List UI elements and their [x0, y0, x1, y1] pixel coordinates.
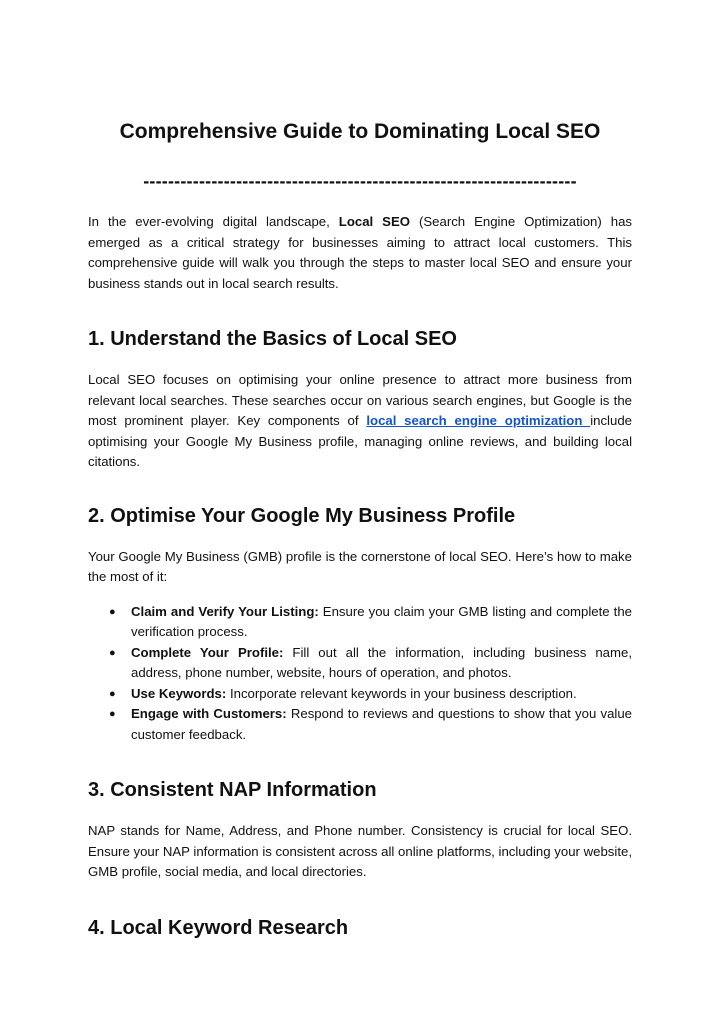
bullet-icon: ● — [109, 605, 116, 618]
section-3-paragraph: NAP stands for Name, Address, and Phone number. Consistency is crucial for local SEO. Ensure your NAP information is consistent across all online platforms, including your website, GMB profile, social media, and local directories. — [88, 823, 632, 879]
list-item-text: Respond to reviews and questions to show that you value customer feedback. — [131, 706, 633, 742]
document-title: Comprehensive Guide to Dominating Local SEO — [119, 120, 601, 143]
list-item — [109, 643, 633, 684]
list-item-bold: Engage with Customers: — [131, 706, 287, 721]
bullet-icon: ● — [109, 646, 116, 659]
list-item-bold: Use Keywords: — [131, 685, 227, 701]
intro-text-start: In the ever-evolving digital landscape, — [88, 214, 339, 229]
list-item — [109, 602, 632, 643]
section-1-heading: 1. Understand the Basics of Local SEO — [88, 328, 457, 350]
list-item-text: Ensure you claim your GMB listing and complete the verification process. — [131, 603, 632, 639]
section-1-paragraph — [88, 370, 632, 473]
list-item-bold: Complete Your Profile: — [131, 644, 284, 660]
section-1-text-start: Local SEO focuses on optimising your online presence to attract more business from relevant local searches. These searches occur on various search engines, but Google is the most prominent player. Key components of — [88, 372, 632, 428]
intro-bold-term: Local SEO — [338, 214, 411, 229]
bullet-icon: ● — [109, 687, 116, 700]
section-4-heading: 4. Local Keyword Research — [88, 916, 349, 939]
bullet-icon: ● — [109, 708, 116, 720]
list-item-bold: Claim and Verify Your Listing: — [131, 603, 319, 619]
section-2-heading: 2. Optimise Your Google My Business Profile — [88, 504, 516, 527]
section-1-text-end: include optimising your Google My Business profile, managing online reviews, and building local citations. — [88, 413, 632, 469]
list-item — [109, 684, 632, 705]
title-divider: ---------------------------------------------------------------------- — [143, 171, 577, 191]
section-2-paragraph: Your Google My Business (GMB) profile is the cornerstone of local SEO. Here’s how to make the most of it: — [88, 548, 632, 584]
intro-text-end: (Search Engine Optimization) has emerged as a critical strategy for businesses aiming to attract local customers. This comprehensive guide will walk you through the steps to master local SEO and ensure your business stands out in local search results. — [88, 214, 632, 291]
list-item-text: Fill out all the information, including business name, address, phone number, website, hours of operation, and photos. — [131, 644, 633, 680]
section-3-heading: 3. Consistent NAP Information — [88, 779, 377, 801]
intro-paragraph — [88, 212, 632, 294]
gmb-tips-list — [88, 602, 632, 746]
list-item-text: Incorporate relevant keywords in your business description. — [226, 685, 577, 701]
list-item — [109, 704, 633, 745]
local-seo-link[interactable]: local search engine optimization — [366, 413, 591, 428]
